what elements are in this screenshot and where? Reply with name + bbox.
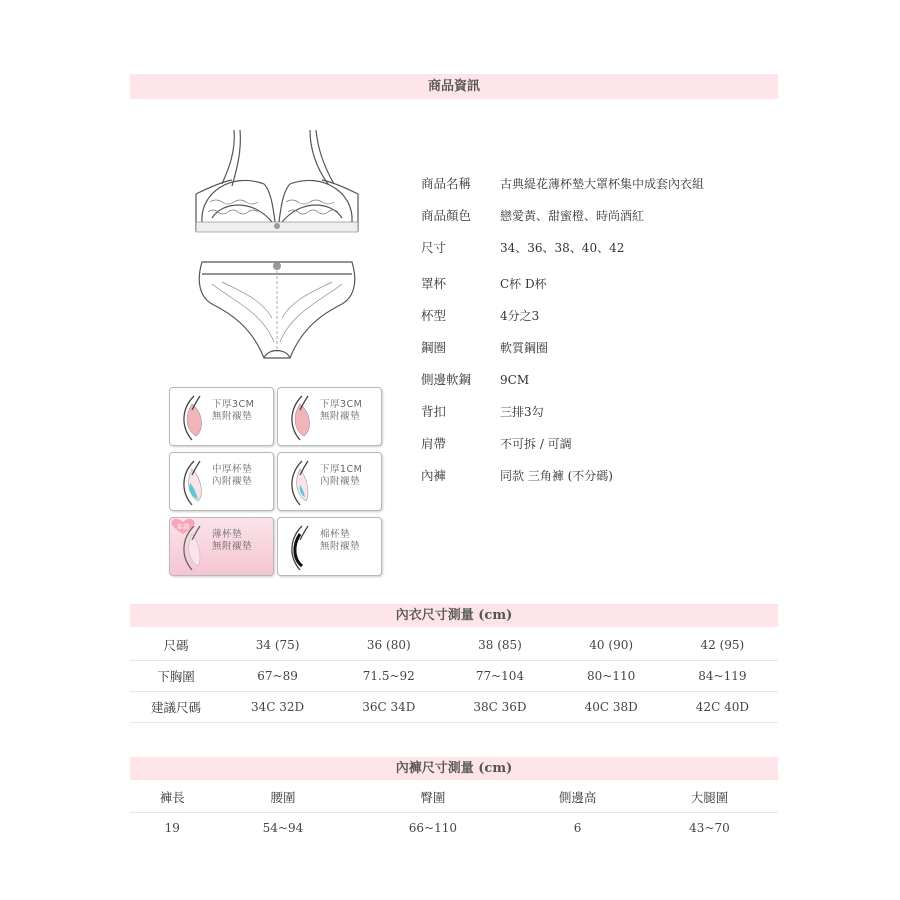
cup-card-thick-3cm: [277, 387, 382, 446]
spec-label: 杯型: [421, 308, 447, 323]
column-header: 臀圍: [351, 782, 514, 813]
table-cell: 34 (75): [222, 630, 333, 661]
table-row: [130, 630, 778, 661]
tag-label: 本款: [176, 523, 190, 531]
table-cell: 71.5~92: [333, 661, 444, 692]
lingerie-set-image: [182, 122, 372, 372]
row-label: 建議尺碼: [130, 692, 222, 723]
spec-value: 4分之3: [500, 309, 540, 323]
cup-card-line1: 棉杯墊: [320, 529, 351, 540]
cup-card-line2: 無附襯墊: [320, 541, 361, 552]
spec-value: 同款 三角褲 (不分碼): [500, 469, 613, 483]
cup-card-cotton-pad: [277, 517, 382, 576]
table-cell: 42 (95): [667, 630, 778, 661]
table-row: [130, 813, 778, 844]
table-cell: 84~119: [667, 661, 778, 692]
row-label: 下胸圍: [130, 661, 222, 692]
cup-card-line2: 無附襯墊: [320, 411, 361, 422]
spec-label: 商品名稱: [421, 176, 472, 191]
spec-label: 鋼圈: [421, 340, 447, 355]
cup-card-thin-pad-selected: [169, 517, 274, 576]
cup-card-line2: 內附襯墊: [320, 476, 361, 487]
spec-label: 側邊軟鋼: [421, 372, 472, 387]
table-cell: 38C 36D: [444, 692, 555, 723]
panty-size-title: 內褲尺寸測量 (cm): [130, 757, 778, 780]
cup-card-thick-3cm: [169, 387, 274, 446]
cup-card-line2: 內附襯墊: [212, 476, 253, 487]
heart-tag-icon: [170, 518, 196, 535]
table-cell: 6: [573, 821, 582, 835]
column-header: 腰圍: [214, 782, 351, 813]
cup-card-mid-pad: [169, 452, 274, 511]
table-cell: 77~104: [444, 661, 555, 692]
table-cell: 54~94: [262, 821, 304, 835]
cup-card-line2: 無附襯墊: [212, 411, 253, 422]
table-cell: 80~110: [556, 661, 667, 692]
table-cell: 34C 32D: [222, 692, 333, 723]
cup-card-line1: 下厚3CM: [320, 399, 363, 410]
row-label: 尺碼: [130, 630, 222, 661]
spec-value: C杯 D杯: [500, 277, 547, 291]
panty-size-table: [130, 782, 778, 843]
spec-label: 背扣: [421, 404, 447, 419]
cup-card-line1: 薄杯墊: [212, 529, 243, 540]
table-cell: 36C 34D: [333, 692, 444, 723]
spec-label: 罩杯: [421, 276, 447, 291]
column-header: 褲長: [130, 782, 214, 813]
table-cell: 38 (85): [444, 630, 555, 661]
spec-value: 三排3勾: [500, 405, 544, 419]
spec-label: 商品顏色: [421, 208, 472, 223]
table-cell: 43~70: [689, 821, 730, 835]
cup-card-thick-1cm: [277, 452, 382, 511]
column-header: 側邊高: [514, 782, 641, 813]
column-header: 大腿圍: [641, 782, 778, 813]
spec-value: 9CM: [500, 373, 530, 387]
cup-card-line1: 下厚3CM: [212, 399, 255, 410]
spec-label: 內褲: [421, 468, 447, 483]
spec-value: 軟質鋼圈: [500, 341, 549, 355]
table-cell: 66~110: [408, 821, 457, 835]
bra-size-table: [130, 630, 778, 723]
table-cell: 19: [164, 821, 180, 835]
table-cell: 42C 40D: [667, 692, 778, 723]
table-header-row: [130, 782, 778, 813]
spec-value: 34、36、38、40、42: [500, 241, 625, 255]
bra-size-title: 內衣尺寸測量 (cm): [130, 604, 778, 627]
spec-value: 戀愛黃、甜蜜橙、時尚酒紅: [500, 209, 645, 223]
spec-value: 不可拆 / 可調: [500, 437, 572, 451]
cup-card-line2: 無附襯墊: [212, 541, 253, 552]
product-info-title: 商品資訊: [130, 74, 778, 99]
spec-value: 古典緹花薄杯墊大罩杯集中成套內衣組: [500, 177, 705, 191]
table-row: [130, 692, 778, 723]
cup-card-line1: 下厚1CM: [320, 464, 363, 475]
cup-card-line1: 中厚杯墊: [212, 464, 253, 475]
table-row: [130, 661, 778, 692]
table-cell: 36 (80): [333, 630, 444, 661]
table-cell: 40C 38D: [556, 692, 667, 723]
spec-label: 尺寸: [421, 240, 447, 255]
table-cell: 40 (90): [556, 630, 667, 661]
table-cell: 67~89: [222, 661, 333, 692]
spec-label: 肩帶: [421, 436, 447, 451]
